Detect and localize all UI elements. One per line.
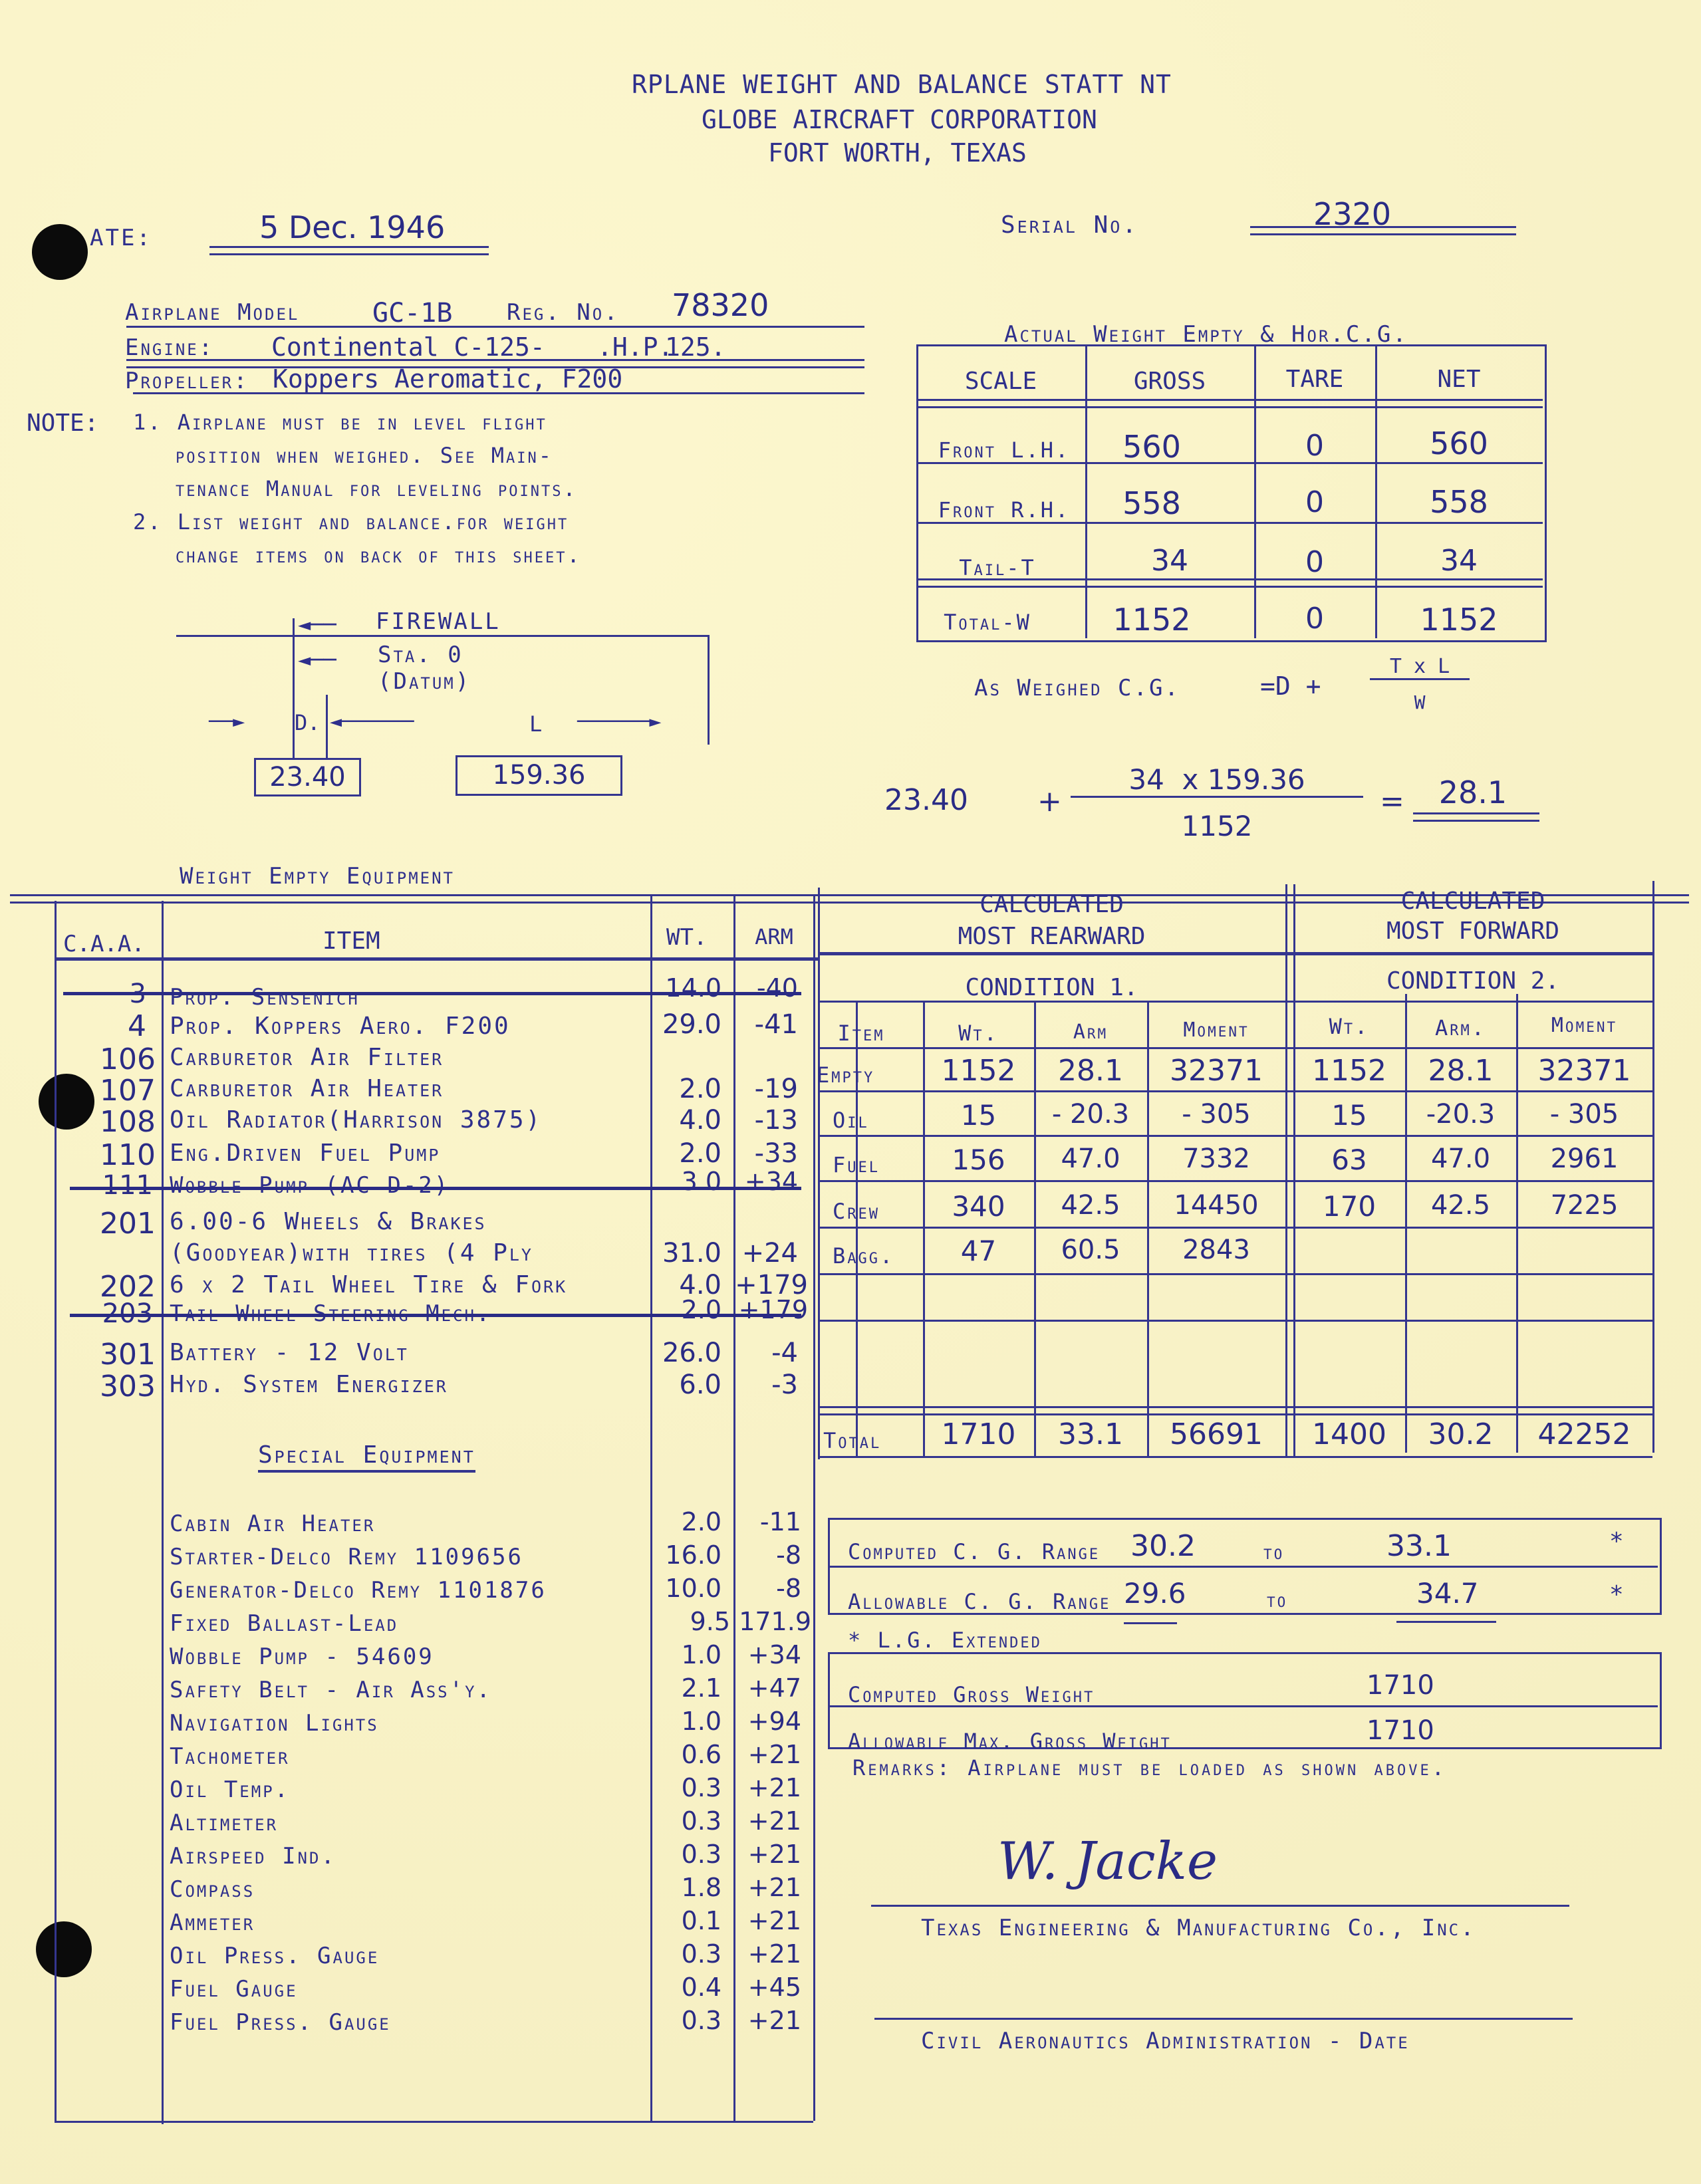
- wt-cell: 1.0: [681, 1640, 721, 1669]
- hp-label: .H.P.: [597, 332, 674, 362]
- engine-label: Engine:: [125, 334, 215, 361]
- row-divider: [818, 1273, 1652, 1275]
- item-cell: Prop. Koppers Aero. F200: [170, 1013, 511, 1040]
- c1-total-arm: 33.1: [1058, 1417, 1123, 1451]
- col-header-c1-wt: Wt.: [958, 1021, 999, 1046]
- company-signature-label: Texas Engineering & Manufacturing Co., Inc.: [921, 1915, 1476, 1941]
- item-cell: Generator-Delco Remy 1101876: [170, 1577, 547, 1604]
- arm-cell: -13: [754, 1105, 798, 1136]
- col-header-caa: C.A.A.: [63, 931, 145, 957]
- signature-line: [871, 1905, 1569, 1907]
- c1-wt-cell: 340: [952, 1190, 1005, 1223]
- l-value-box: [456, 755, 622, 796]
- header-divider: [55, 957, 819, 961]
- cond2-title-1: CALCULATED: [1400, 888, 1545, 915]
- wt-cell: 29.0: [662, 1009, 721, 1040]
- caa-cell: 110: [100, 1138, 156, 1172]
- item-cell: Battery - 12 Volt: [170, 1339, 409, 1366]
- arm-cell: +21: [747, 1939, 801, 1969]
- hp-value: 125.: [665, 332, 726, 362]
- arm-cell: -33: [754, 1138, 798, 1169]
- item-cell: Oil: [833, 1108, 869, 1133]
- d-value: 23.40: [269, 762, 346, 792]
- allowable-from-underline: [1124, 1622, 1177, 1624]
- wt-cell: 4.0: [679, 1270, 721, 1300]
- l-label: L: [529, 711, 543, 737]
- item-cell: Tail Wheel Steering Mech.: [170, 1300, 492, 1327]
- serial-value: 2320: [1313, 196, 1392, 232]
- c1-arm-cell: - 20.3: [1051, 1099, 1130, 1130]
- engine-value: Continental C-125-: [271, 332, 545, 362]
- item-cell: Starter-Delco Remy 1109656: [170, 1544, 523, 1570]
- net-cell: 1152: [1420, 602, 1498, 638]
- arm-cell: +34: [747, 1640, 801, 1669]
- item-cell: Fuel Press. Gauge: [170, 2009, 391, 2036]
- wt-cell: 2.0: [679, 1138, 721, 1169]
- form-title: RPLANE WEIGHT AND BALANCE STATT NT: [632, 70, 1172, 99]
- wt-cell: 10.0: [665, 1574, 721, 1603]
- c1-wt-cell: 15: [960, 1099, 997, 1132]
- item-cell: Oil Radiator(Harrison 3875): [170, 1106, 543, 1134]
- computed-cg-to: 33.1: [1386, 1529, 1452, 1563]
- arm-cell: 171.9: [739, 1607, 811, 1636]
- c2-wt-cell: 170: [1322, 1190, 1376, 1223]
- cond2-title-2: MOST FORWARD: [1386, 917, 1560, 945]
- scale-cell: Front R.H.: [938, 497, 1071, 523]
- c1-arm-cell: 47.0: [1061, 1144, 1120, 1174]
- c2-total-wt: 1400: [1312, 1417, 1386, 1451]
- net-cell: 34: [1440, 544, 1478, 578]
- arm-cell: +21: [747, 2006, 801, 2035]
- allowable-gross-value: 1710: [1367, 1715, 1434, 1746]
- c1-wt-cell: 47: [960, 1235, 997, 1267]
- note-1-line-2: position when weighed. See Main-: [176, 443, 554, 468]
- c2-moment-cell: 2961: [1550, 1144, 1619, 1174]
- row-divider: [818, 1180, 1652, 1182]
- remarks: Remarks: Airplane must be loaded as shown above.: [852, 1755, 1447, 1780]
- caa-cell: 202: [100, 1270, 156, 1304]
- col-header-scale: SCALE: [964, 368, 1037, 395]
- col-header-gross: GROSS: [1133, 368, 1206, 395]
- c1-moment-cell: 2843: [1182, 1235, 1250, 1265]
- col-divider: [55, 901, 57, 2121]
- cond1-title-1: CALCULATED: [980, 891, 1124, 918]
- item-cell: Wobble Pump (AC D-2): [170, 1172, 450, 1199]
- reference-line: [176, 635, 708, 637]
- c2-total-arm: 30.2: [1428, 1417, 1494, 1451]
- gross-cell: 34: [1151, 544, 1188, 578]
- weight-empty-table-title: Actual Weight Empty & Hor.C.G.: [1004, 321, 1408, 348]
- wt-cell: 2.0: [681, 1295, 721, 1324]
- d-line: [326, 695, 328, 758]
- c2-arm-cell: 28.1: [1428, 1054, 1494, 1088]
- col-header-item: ITEM: [323, 927, 380, 955]
- c1-moment-cell: 32371: [1170, 1054, 1263, 1088]
- datum-label: Sta. 0 (Datum): [378, 642, 471, 695]
- wt-cell: 2.0: [679, 1074, 721, 1104]
- table-right: [1652, 881, 1654, 1453]
- wt-cell: 2.1: [681, 1673, 721, 1703]
- col-header-c2-wt: Wt.: [1329, 1014, 1370, 1039]
- net-cell: 558: [1430, 484, 1488, 520]
- caa-cell: 201: [100, 1207, 156, 1241]
- arm-cell: +21: [747, 1840, 801, 1869]
- wt-cell: 0.3: [681, 1806, 721, 1836]
- computed-gross-value: 1710: [1367, 1670, 1434, 1701]
- caa-signature-label: Civil Aeronautics Administration - Date: [921, 2028, 1410, 2054]
- wt-cell: 31.0: [662, 1238, 721, 1269]
- wt-cell: 1.0: [681, 1707, 721, 1736]
- wt-cell: 9.5: [690, 1607, 730, 1636]
- table-left: [818, 888, 820, 1459]
- arm-cell: +21: [747, 1806, 801, 1836]
- company-name: GLOBE AIRCRAFT CORPORATION: [702, 105, 1097, 134]
- c1-wt-cell: 156: [952, 1144, 1005, 1176]
- caa-cell: 203: [102, 1298, 153, 1329]
- c1-total-moment: 56691: [1170, 1417, 1263, 1451]
- allowable-cg-from: 29.6: [1124, 1577, 1186, 1610]
- arm-cell: -41: [754, 1009, 798, 1040]
- item-cell: Carburetor Air Heater: [170, 1075, 444, 1102]
- col-header-c1-arm: Arm: [1073, 1021, 1109, 1044]
- item-cell: Safety Belt - Air Ass'y.: [170, 1677, 493, 1703]
- binder-hole: [39, 1074, 94, 1130]
- d-label: D.: [295, 710, 321, 735]
- arm-cell: -3: [771, 1370, 798, 1400]
- calc-result-underline: [1413, 812, 1539, 822]
- calc-result: 28.1: [1438, 775, 1507, 810]
- item-cell: Oil Press. Gauge: [170, 1943, 380, 1969]
- tare-cell: 0: [1305, 429, 1324, 463]
- wt-cell: 16.0: [665, 1540, 721, 1570]
- cg-range-divider: [828, 1566, 1658, 1568]
- table-bottom: [55, 2121, 813, 2123]
- asterisk-icon: *: [1609, 1528, 1624, 1555]
- lg-extended-footnote: * L.G. Extended: [848, 1628, 1042, 1653]
- allowable-cg-to: 34.7: [1416, 1577, 1479, 1610]
- item-cell: Hyd. System Energizer: [170, 1371, 448, 1398]
- c1-total-wt: 1710: [941, 1417, 1016, 1451]
- c2-moment-cell: - 305: [1549, 1099, 1619, 1130]
- scale-cell: Total-W: [944, 610, 1031, 635]
- gross-cell: 558: [1122, 485, 1181, 521]
- c2-arm-cell: 42.5: [1430, 1190, 1491, 1221]
- item-cell: Oil Temp.: [170, 1776, 291, 1803]
- item-cell: Prop. Sensenich: [170, 984, 360, 1011]
- tare-cell: 0: [1305, 545, 1324, 579]
- calc-equals: =: [1380, 785, 1404, 818]
- firewall-label: FIREWALL: [376, 608, 501, 635]
- row-divider: [818, 1320, 1652, 1322]
- item-cell: Crew: [833, 1199, 880, 1224]
- cond1-label: CONDITION 1.: [965, 974, 1138, 1001]
- caa-cell: 4: [128, 1009, 146, 1043]
- strikethrough: [70, 1314, 801, 1317]
- row-divider: [818, 1135, 1652, 1137]
- scale-cell: Tail-T: [959, 555, 1036, 580]
- d-value-box: [254, 758, 361, 796]
- calc-denominator: 1152: [1181, 810, 1253, 842]
- allowable-to-underline: [1396, 1621, 1496, 1623]
- arm-cell: +21: [747, 1773, 801, 1802]
- computed-cg-label: Computed C. G. Range: [848, 1539, 1101, 1564]
- item-cell: Navigation Lights: [170, 1710, 379, 1737]
- computed-cg-from: 30.2: [1130, 1529, 1196, 1563]
- caa-cell: 108: [100, 1105, 156, 1139]
- net-cell: 560: [1430, 425, 1488, 461]
- total-divider: [818, 1406, 1652, 1415]
- arm-cell: +21: [747, 1873, 801, 1902]
- propeller-underline: [133, 392, 864, 394]
- d-arrow-icon: ──►: [209, 710, 245, 733]
- equipment-title: Weight Empty Equipment: [180, 863, 455, 890]
- item-cell: Tachometer: [170, 1743, 290, 1770]
- asterisk-icon: *: [1609, 1581, 1624, 1608]
- strikethrough: [70, 1187, 801, 1190]
- c2-wt-cell: 63: [1331, 1144, 1367, 1176]
- col-header-net: NET: [1437, 366, 1481, 393]
- caa-cell: 107: [100, 1074, 156, 1108]
- item-cell: Eng.Driven Fuel Pump: [170, 1140, 441, 1167]
- cg-formula-lhs: =D +: [1260, 671, 1321, 701]
- item-cell: (Goodyear)with tires (4 Ply: [170, 1239, 533, 1267]
- arm-cell: -11: [759, 1507, 801, 1536]
- serial-underline: [1250, 226, 1516, 235]
- item-cell: 6.00-6 Wheels & Brakes: [170, 1208, 487, 1235]
- serial-label: Serial No.: [1001, 211, 1139, 239]
- arm-cell: -40: [756, 973, 798, 1003]
- wt-cell: 0.3: [681, 1773, 721, 1802]
- tare-cell: 0: [1305, 485, 1324, 519]
- scale-cell: Front L.H.: [938, 437, 1071, 463]
- c1-arm-cell: 60.5: [1061, 1235, 1120, 1265]
- propeller-value: Koppers Aeromatic, F200: [273, 364, 623, 394]
- firewall-line: [293, 618, 295, 758]
- wt-cell: 0.4: [681, 1973, 721, 2002]
- caa-cell: 3: [129, 979, 146, 1009]
- date-value: 5 Dec. 1946: [259, 209, 446, 245]
- note-2-line-1: 2. List weight and balance.for weight: [133, 509, 569, 535]
- date-label: ATE:: [90, 225, 152, 251]
- cg-formula-label: As Weighed C.G.: [974, 675, 1180, 701]
- model-label: Airplane Model: [125, 299, 300, 326]
- allowable-gross-label: Allowable Max. Gross Weight: [848, 1729, 1172, 1754]
- wt-cell: 0.6: [681, 1740, 721, 1769]
- title-divider: [818, 952, 1652, 955]
- item-cell: Wobble Pump - 54609: [170, 1643, 434, 1670]
- binder-hole: [36, 1921, 92, 1977]
- item-cell: Empty: [817, 1062, 875, 1088]
- l-value: 159.36: [492, 760, 586, 790]
- allowable-cg-label: Allowable C. G. Range: [848, 1589, 1111, 1614]
- note-1-line-1: 1. Airplane must be in level flight: [133, 410, 547, 435]
- row-divider: [818, 1227, 1652, 1229]
- col-divider: [162, 901, 164, 2124]
- c1-moment-cell: 14450: [1174, 1190, 1259, 1221]
- propeller-label: Propeller:: [125, 368, 249, 394]
- item-cell: Fixed Ballast-Lead: [170, 1610, 399, 1637]
- arm-cell: +34: [744, 1167, 798, 1196]
- model-underline: [126, 326, 864, 328]
- end-line: [708, 635, 710, 745]
- table-bottom: [818, 1456, 1652, 1458]
- col-header-c2-moment: Moment: [1551, 1014, 1618, 1037]
- wt-cell: 2.0: [681, 1507, 721, 1536]
- c1-wt-cell: 1152: [941, 1054, 1016, 1088]
- computed-gross-label: Computed Gross Weight: [848, 1682, 1095, 1707]
- cg-formula-numerator: T x L: [1370, 655, 1470, 680]
- caa-cell: 111: [102, 1170, 153, 1201]
- calc-plus: +: [1037, 785, 1062, 818]
- arm-cell: -4: [771, 1338, 798, 1368]
- special-equipment-title: Special Equipment: [258, 1441, 475, 1473]
- arm-cell: +24: [741, 1238, 798, 1269]
- wt-cell: 0.1: [681, 1906, 721, 1935]
- wt-cell: 14.0: [665, 973, 721, 1003]
- wt-cell: 26.0: [662, 1338, 721, 1368]
- note-label: NOTE:: [27, 410, 99, 437]
- reg-value: 78320: [672, 287, 769, 323]
- col-header-c1-moment: Moment: [1183, 1019, 1249, 1042]
- arm-cell: -8: [776, 1574, 801, 1603]
- caa-cell: 106: [100, 1042, 156, 1076]
- l-arrow-right-icon: ──────►: [577, 710, 662, 733]
- c2-moment-cell: 7225: [1550, 1190, 1619, 1221]
- note-1-line-3: tenance Manual for leveling points.: [176, 476, 578, 501]
- gross-cell: 1152: [1112, 602, 1191, 638]
- cond1-title-2: MOST REARWARD: [958, 923, 1146, 950]
- note-1: [133, 406, 582, 572]
- arm-cell: +45: [747, 1973, 801, 2002]
- calc-d: 23.40: [884, 783, 968, 817]
- col-header-tare: TARE: [1285, 366, 1344, 393]
- date-underline: [209, 246, 489, 255]
- datum-arrow-icon: ◄──: [298, 647, 336, 672]
- caa-cell: 303: [100, 1370, 156, 1403]
- company-location: FORT WORTH, TEXAS: [768, 138, 1027, 168]
- wt-cell: 6.0: [679, 1370, 721, 1400]
- c1-arm-cell: 28.1: [1058, 1054, 1123, 1088]
- binder-hole: [32, 224, 88, 280]
- item-cell: Ammeter: [170, 1909, 255, 1936]
- signature: W. Jacke: [997, 1832, 1218, 1891]
- arm-cell: +179: [735, 1270, 808, 1300]
- item-cell: 6 x 2 Tail Wheel Tire & Fork: [170, 1271, 568, 1298]
- header-divider: [818, 1047, 1652, 1049]
- tare-cell: 0: [1305, 602, 1324, 636]
- c2-wt-cell: 1152: [1312, 1054, 1386, 1088]
- arm-cell: +94: [747, 1707, 801, 1736]
- col-header-c2-arm: Arm.: [1434, 1015, 1487, 1040]
- item-cell: Compass: [170, 1876, 255, 1903]
- arm-cell: +21: [747, 1740, 801, 1769]
- strikethrough: [63, 992, 801, 995]
- col-header-arm: ARM: [755, 924, 793, 949]
- arm-cell: +179: [738, 1295, 808, 1324]
- arm-cell: +21: [747, 1906, 801, 1935]
- total-label: Total: [823, 1428, 882, 1453]
- col-header-item: Item: [837, 1021, 885, 1046]
- wt-cell: 4.0: [679, 1105, 721, 1136]
- item-cell: Cabin Air Heater: [170, 1511, 376, 1537]
- item-cell: Carburetor Air Filter: [170, 1044, 444, 1071]
- col-header-wt: WT.: [666, 924, 708, 951]
- c1-arm-cell: 42.5: [1061, 1190, 1120, 1221]
- caa-cell: 301: [100, 1338, 156, 1372]
- computed-cg-to-label: to: [1263, 1541, 1285, 1564]
- c2-arm-cell: 47.0: [1430, 1144, 1491, 1174]
- wt-cell: 0.3: [681, 1939, 721, 1969]
- c2-wt-cell: 15: [1331, 1099, 1367, 1132]
- model-value: GC-1B: [372, 298, 453, 328]
- arm-cell: -19: [754, 1074, 798, 1104]
- item-cell: Fuel: [833, 1152, 880, 1177]
- wt-cell: 0.3: [681, 1840, 721, 1869]
- caa-signature-line: [874, 2018, 1573, 2020]
- reg-label: Reg. No.: [507, 299, 620, 326]
- wt-cell: 3.0: [681, 1167, 721, 1196]
- item-cell: Bagg.: [833, 1243, 895, 1269]
- item-cell: Fuel Gauge: [170, 1976, 298, 2002]
- l-arrow-left-icon: ◄──────: [330, 710, 414, 733]
- arm-cell: -8: [776, 1540, 801, 1570]
- wt-cell: 0.3: [681, 2006, 721, 2035]
- allowable-cg-to-label: to: [1267, 1589, 1288, 1612]
- cg-formula-denominator: W: [1414, 691, 1426, 713]
- col-divider: [813, 894, 815, 2121]
- cond2-label: CONDITION 2.: [1386, 967, 1560, 995]
- wt-cell: 1.8: [681, 1873, 721, 1902]
- firewall-arrow-icon: ◄──: [298, 612, 336, 637]
- row-divider: [818, 1090, 1652, 1092]
- calc-numerator: 34 x 159.36: [1071, 763, 1363, 798]
- c1-moment-cell: - 305: [1182, 1099, 1251, 1130]
- condition-divider: [1285, 884, 1287, 1456]
- c1-moment-cell: 7332: [1182, 1144, 1250, 1174]
- c2-moment-cell: 32371: [1537, 1054, 1631, 1088]
- header-divider: [916, 399, 1543, 408]
- c2-arm-cell: -20.3: [1426, 1099, 1496, 1130]
- item-cell: Airspeed Ind.: [170, 1843, 336, 1870]
- arm-cell: +47: [747, 1673, 801, 1703]
- gross-cell: 560: [1122, 429, 1181, 465]
- note-2-line-2: change items on back of this sheet.: [176, 543, 582, 568]
- item-cell: Altimeter: [170, 1810, 279, 1836]
- c2-total-moment: 42252: [1537, 1417, 1631, 1451]
